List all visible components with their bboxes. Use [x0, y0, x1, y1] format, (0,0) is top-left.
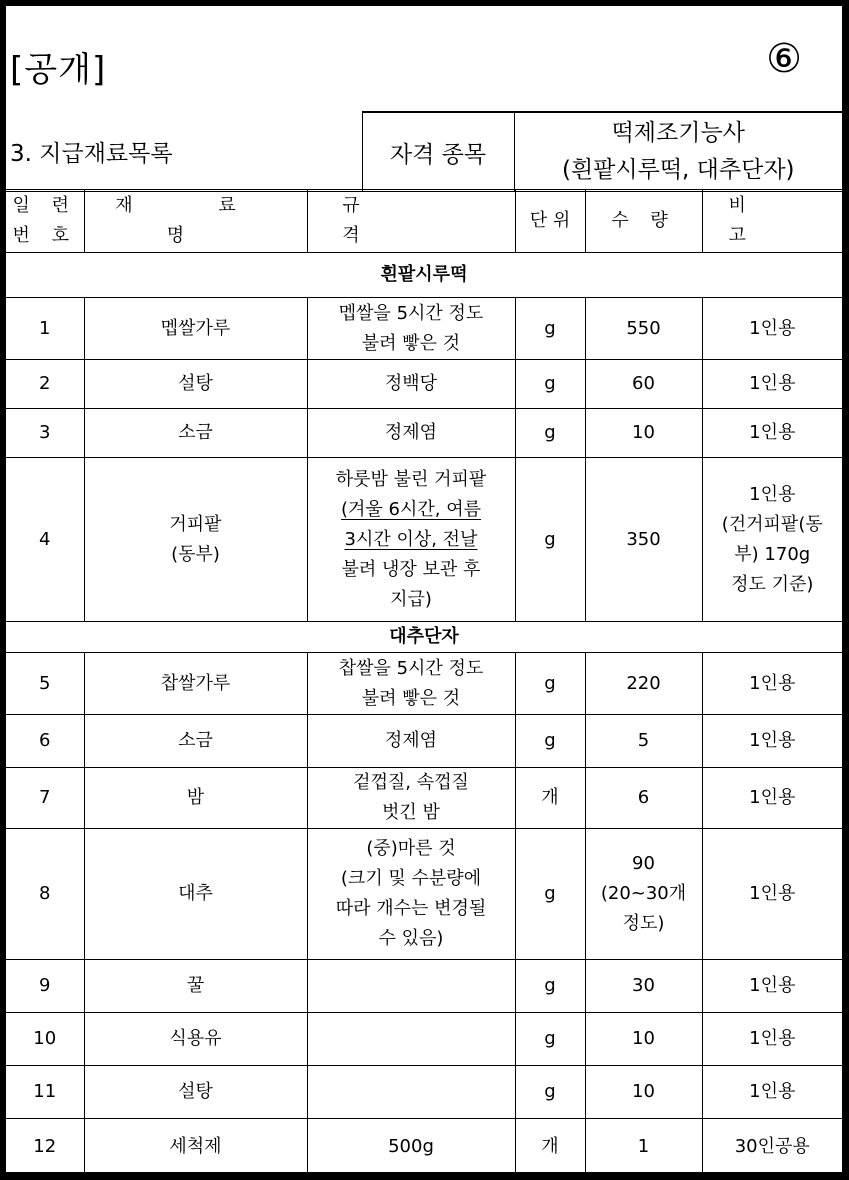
table-row [6, 360, 842, 409]
material-spec-line: (중)마른 것 [366, 838, 456, 859]
serial-number: 9 [6, 960, 84, 1013]
header-note: 비 고 [702, 190, 842, 253]
serial-number: 1 [6, 298, 84, 360]
section-heading: 대추단자 [6, 622, 842, 653]
quantity-line: 350 [626, 528, 661, 550]
quantity [585, 458, 702, 622]
table-row [6, 653, 842, 715]
note [702, 409, 842, 458]
material-spec [307, 458, 515, 622]
quantity [585, 360, 702, 409]
section-title: 3. 지급재료목록 [6, 112, 362, 192]
quantity [585, 1119, 702, 1173]
material-spec-line: 따라 개수는 변경될 [335, 898, 487, 919]
table-row [6, 1119, 842, 1173]
unit: g [515, 1013, 585, 1066]
serial-number: 10 [6, 1013, 84, 1066]
material-spec-line: (겨울 6시간, 여름 [341, 498, 481, 520]
note [702, 298, 842, 360]
table-row [6, 409, 842, 458]
note [702, 715, 842, 768]
quantity-line: 90 [632, 853, 655, 874]
material-spec-line: 불려 냉장 보관 후 [341, 558, 481, 580]
table-row [6, 829, 842, 960]
quantity-line: 6 [637, 787, 650, 808]
material-name [84, 653, 307, 715]
note [702, 458, 842, 622]
note [702, 768, 842, 829]
qualification-name-line2: (흰팥시루떡, 대추단자) [561, 157, 795, 183]
material-name-line: 꿀 [186, 975, 205, 996]
note-line: 1인용 [749, 373, 796, 394]
table-row [6, 298, 842, 360]
material-spec-line: 불려 빻은 것 [361, 332, 461, 354]
material-spec-line: 벗긴 밤 [382, 802, 440, 823]
table-row [6, 715, 842, 768]
material-spec [307, 1066, 515, 1119]
note-line: 1인용 [749, 975, 796, 996]
material-spec [307, 360, 515, 409]
section-heading: 흰팥시루떡 [6, 253, 842, 298]
unit: g [515, 298, 585, 360]
quantity-line: 10 [632, 1028, 655, 1049]
material-name [84, 458, 307, 622]
unit: g [515, 715, 585, 768]
material-spec-line: 찹쌀을 5시간 정도 [338, 657, 484, 679]
note-line: 1인용 [749, 730, 796, 751]
material-spec [307, 960, 515, 1013]
material-spec-line: 정제염 [384, 730, 438, 751]
serial-number: 3 [6, 409, 84, 458]
table-row [6, 960, 842, 1013]
quantity-line: 5 [637, 730, 650, 751]
material-spec-line: 수 있음) [378, 928, 444, 949]
material-spec-line: 멥쌀을 5시간 정도 [338, 302, 484, 324]
note-line: 30인공용 [734, 1135, 810, 1157]
qualification-name [514, 112, 842, 192]
table-row [6, 768, 842, 829]
unit: g [515, 653, 585, 715]
material-name [84, 1066, 307, 1119]
quantity-line: 60 [632, 373, 655, 394]
header-serial-number: 일 련 번 호 [6, 190, 84, 253]
note-line: 1인용 [749, 317, 796, 339]
serial-number: 8 [6, 829, 84, 960]
material-spec [307, 298, 515, 360]
note-line: 정도 기준) [731, 573, 814, 595]
unit: 개 [515, 1119, 585, 1173]
unit: g [515, 960, 585, 1013]
material-spec [307, 715, 515, 768]
note [702, 653, 842, 715]
unit: g [515, 458, 585, 622]
material-spec [307, 653, 515, 715]
material-name [84, 409, 307, 458]
quantity-line: 정도) [622, 913, 665, 934]
serial-number: 5 [6, 653, 84, 715]
note [702, 960, 842, 1013]
quantity [585, 1066, 702, 1119]
header-unit: 단 위 [515, 190, 585, 253]
material-name-line: 소금 [178, 422, 213, 443]
material-name [84, 298, 307, 360]
unit: g [515, 360, 585, 409]
disclosure-label: [공개] [10, 50, 107, 90]
quantity [585, 653, 702, 715]
table-row [6, 1013, 842, 1066]
material-name-line: 설탕 [178, 1081, 213, 1102]
material-spec [307, 1119, 515, 1173]
serial-number: 7 [6, 768, 84, 829]
quantity-line: (20~30개 [600, 883, 687, 904]
material-spec-line: 겉껍질, 속껍질 [353, 772, 469, 793]
quantity [585, 1013, 702, 1066]
quantity [585, 829, 702, 960]
page-number: ⑥ [766, 36, 802, 82]
document-page [6, 6, 842, 1172]
material-name [84, 960, 307, 1013]
quantity-line: 1 [637, 1135, 650, 1157]
quantity-line: 10 [632, 422, 655, 443]
material-name [84, 768, 307, 829]
note-line: 1인용 [749, 883, 796, 904]
material-spec-line: (크기 및 수분량에 [340, 868, 482, 889]
unit: 개 [515, 768, 585, 829]
note-line: 1인용 [749, 483, 796, 505]
note-line: 1인용 [749, 1081, 796, 1102]
material-name-line: (동부) [171, 543, 220, 565]
material-name [84, 1013, 307, 1066]
table-header-row [6, 190, 842, 253]
quantity [585, 298, 702, 360]
serial-number: 12 [6, 1119, 84, 1173]
note-line: 1인용 [749, 422, 796, 443]
material-name-line: 식용유 [169, 1028, 222, 1049]
unit: g [515, 829, 585, 960]
header-spec: 규 격 [307, 190, 515, 253]
material-name-line: 대추 [178, 883, 213, 904]
note [702, 1119, 842, 1173]
material-spec [307, 409, 515, 458]
serial-number: 4 [6, 458, 84, 622]
quantity [585, 768, 702, 829]
note-line: 1인용 [749, 787, 796, 808]
note-line: 1인용 [749, 1028, 796, 1049]
material-name [84, 829, 307, 960]
quantity-line: 220 [626, 672, 661, 694]
section-row [6, 622, 842, 653]
material-spec-line: 지급) [390, 588, 432, 610]
note [702, 1013, 842, 1066]
unit: g [515, 1066, 585, 1119]
serial-number: 6 [6, 715, 84, 768]
material-name-line: 설탕 [178, 373, 213, 394]
qualification-name-line1: 떡제조기능사 [611, 120, 745, 146]
material-spec-line: 불려 빻은 것 [361, 687, 461, 709]
quantity [585, 960, 702, 1013]
note-line: (건거피팥(동 [721, 513, 823, 535]
unit: g [515, 409, 585, 458]
material-spec [307, 829, 515, 960]
material-name-line: 멥쌀가루 [160, 317, 231, 339]
material-name [84, 360, 307, 409]
serial-number: 2 [6, 360, 84, 409]
material-name-line: 세척제 [169, 1135, 222, 1157]
quantity-line: 10 [632, 1081, 655, 1102]
title-block [6, 111, 842, 192]
material-spec [307, 1013, 515, 1066]
header-material-name: 재 료 명 [84, 190, 307, 253]
quantity-line: 550 [626, 317, 661, 339]
material-spec-line: 정백당 [384, 373, 438, 394]
material-name [84, 715, 307, 768]
qualification-label: 자격 종목 [362, 112, 514, 192]
material-name-line: 거피팥 [169, 513, 222, 535]
material-name-line: 찹쌀가루 [160, 672, 231, 694]
table-row [6, 458, 842, 622]
material-spec [307, 768, 515, 829]
note-line: 부) 170g [734, 543, 811, 565]
material-name [84, 1119, 307, 1173]
note [702, 360, 842, 409]
materials-table [6, 189, 842, 1172]
material-spec-line: 500g [388, 1135, 434, 1157]
quantity-line: 30 [632, 975, 655, 996]
note [702, 829, 842, 960]
note-line: 1인용 [749, 672, 796, 694]
header-quantity: 수 량 [585, 190, 702, 253]
quantity [585, 715, 702, 768]
serial-number: 11 [6, 1066, 84, 1119]
section-row [6, 253, 842, 298]
note [702, 1066, 842, 1119]
material-spec-line: 하룻밤 불린 거피팥 [335, 468, 487, 490]
material-name-line: 소금 [178, 730, 213, 751]
material-spec-line: 3시간 이상, 전날 [344, 528, 478, 550]
quantity [585, 409, 702, 458]
material-spec-line: 정제염 [384, 422, 438, 443]
table-row [6, 1066, 842, 1119]
material-name-line: 밤 [186, 787, 205, 808]
